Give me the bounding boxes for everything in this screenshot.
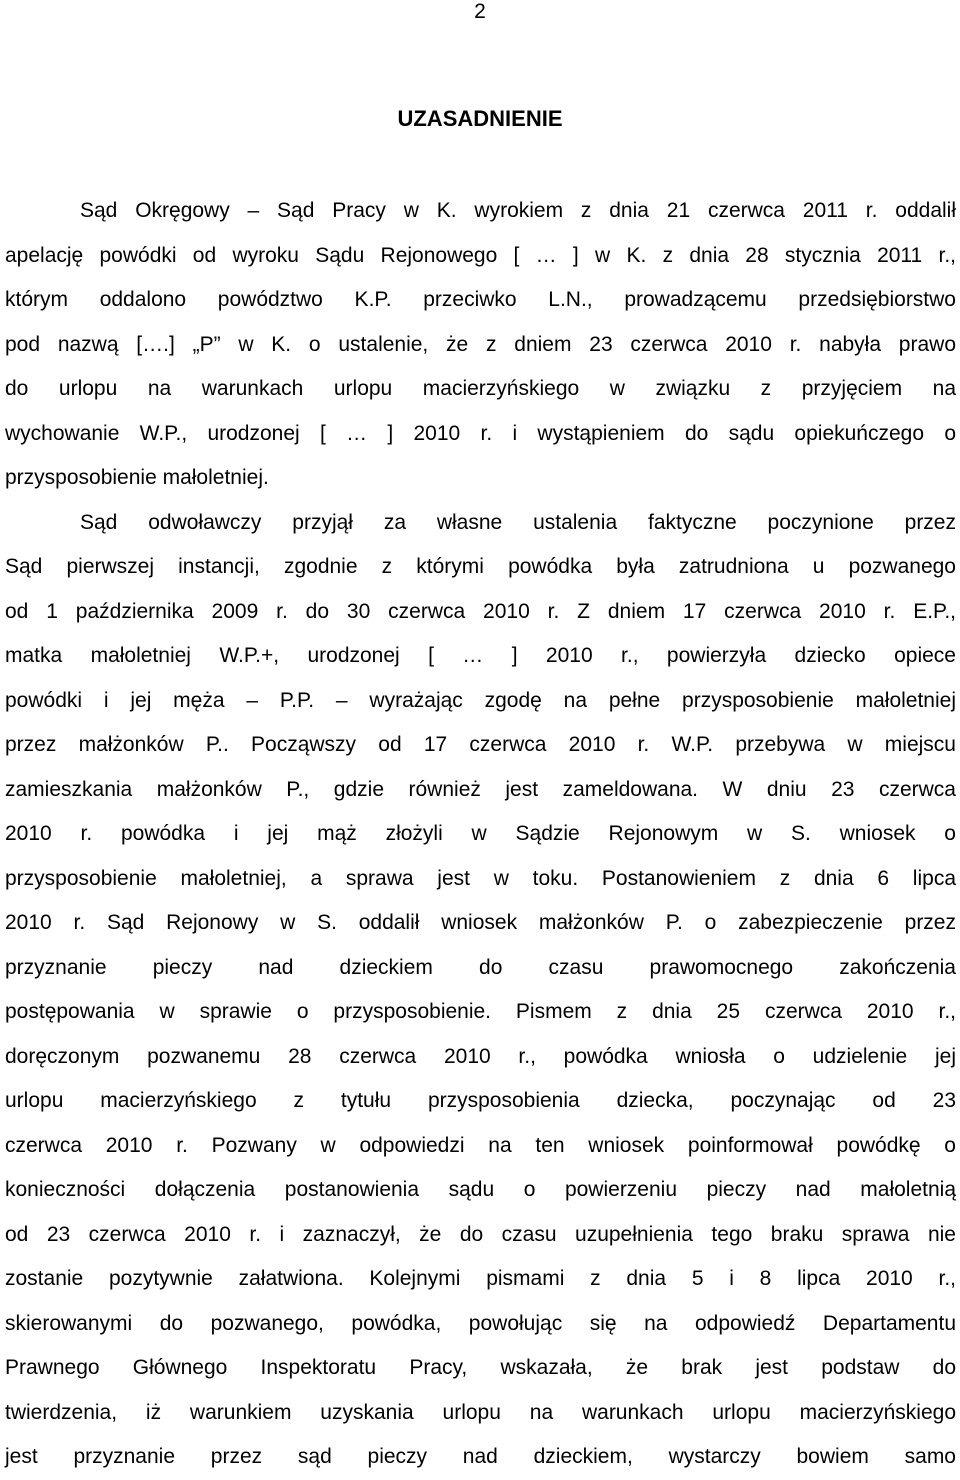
text-line: urlopu macierzyńskiego z tytułu przysposobienia dziecka, poczynając od 23 <box>5 1089 956 1112</box>
document-title: UZASADNIENIE <box>397 106 563 131</box>
text-line: zostanie pozytywnie załatwiona. Kolejnymi pismami z dnia 5 i 8 lipca 2010 r., <box>5 1267 956 1290</box>
text-line: konieczności dołączenia postanowienia sądu o powierzeniu pieczy nad małoletnią <box>5 1178 956 1201</box>
text-line: do urlopu na warunkach urlopu macierzyńskiego w związku z przyjęciem na <box>5 377 956 400</box>
paragraph <box>5 501 956 1480</box>
document-body <box>5 189 956 1480</box>
text-line: jest przyznanie przez sąd pieczy nad dzieckiem, wystarczy bowiem samo <box>5 1445 956 1468</box>
text-line: twierdzenia, iż warunkiem uzyskania urlopu na warunkach urlopu macierzyńskiego <box>5 1400 956 1424</box>
text-line: przez małżonków P.. Począwszy od 17 czerwca 2010 r. W.P. przebywa w miejscu <box>5 733 956 756</box>
text-line: Prawnego Głównego Inspektoratu Pracy, wskazała, że brak jest podstaw do <box>5 1356 956 1379</box>
text-line: czerwca 2010 r. Pozwany w odpowiedzi na ten wniosek poinformował powódkę o <box>5 1133 956 1157</box>
text-line: Sąd Okręgowy – Sąd Pracy w K. wyrokiem z dnia 21 czerwca 2011 r. oddalił <box>80 199 956 222</box>
text-line: od 1 października 2009 r. do 30 czerwca 2010 r. Z dniem 17 czerwca 2010 r. E.P., <box>5 599 956 623</box>
text-line: doręczonym pozwanemu 28 czerwca 2010 r., powódka wniosła o udzielenie jej <box>5 1044 956 1068</box>
text-line: 2010 r. Sąd Rejonowy w S. oddalił wniosek małżonków P. o zabezpieczenie przez <box>5 911 956 934</box>
text-line: postępowania w sprawie o przysposobienie. Pismem z dnia 25 czerwca 2010 r., <box>5 1000 956 1023</box>
text-line: pod nazwą [….] „P” w K. o ustalenie, że z dniem 23 czerwca 2010 r. nabyła prawo <box>5 332 956 356</box>
text-line: skierowanymi do pozwanego, powódka, powołując się na odpowiedź Departamentu <box>5 1311 956 1335</box>
page-number: 2 <box>474 0 486 23</box>
text-line: Sąd pierwszej instancji, zgodnie z którymi powódka była zatrudniona u pozwanego <box>5 555 956 578</box>
text-line: zamieszkania małżonków P., gdzie również jest zameldowana. W dniu 23 czerwca <box>5 777 956 801</box>
text-line: Sąd odwoławczy przyjął za własne ustalenia faktyczne poczynione przez <box>80 510 956 534</box>
text-line: przyznanie pieczy nad dzieckiem do czasu prawomocnego zakończenia <box>5 955 956 979</box>
text-line: od 23 czerwca 2010 r. i zaznaczył, że do czasu uzupełnienia tego braku sprawa nie <box>5 1222 956 1246</box>
text-line: apelację powódki od wyroku Sądu Rejonowego [ … ] w K. z dnia 28 stycznia 2011 r., <box>5 243 956 267</box>
text-line: 2010 r. powódka i jej mąż złożyli w Sądzie Rejonowym w S. wniosek o <box>5 822 956 845</box>
text-line: wychowanie W.P., urodzonej [ … ] 2010 r. i wystąpieniem do sądu opiekuńczego o <box>5 421 956 445</box>
text-line: przysposobienie małoletniej, a sprawa jest w toku. Postanowieniem z dnia 6 lipca <box>5 866 956 890</box>
paragraph <box>5 189 956 501</box>
text-line: matka małoletniej W.P.+, urodzonej [ … ] 2010 r., powierzyła dziecko opiece <box>5 644 956 667</box>
text-line: przysposobienie małoletniej. <box>5 466 269 489</box>
text-line: którym oddalono powództwo K.P. przeciwko L.N., prowadzącemu przedsiębiorstwo <box>5 288 956 311</box>
text-line: powódki i jej męża – P.P. – wyrażając zgodę na pełne przysposobienie małoletniej <box>5 688 956 712</box>
